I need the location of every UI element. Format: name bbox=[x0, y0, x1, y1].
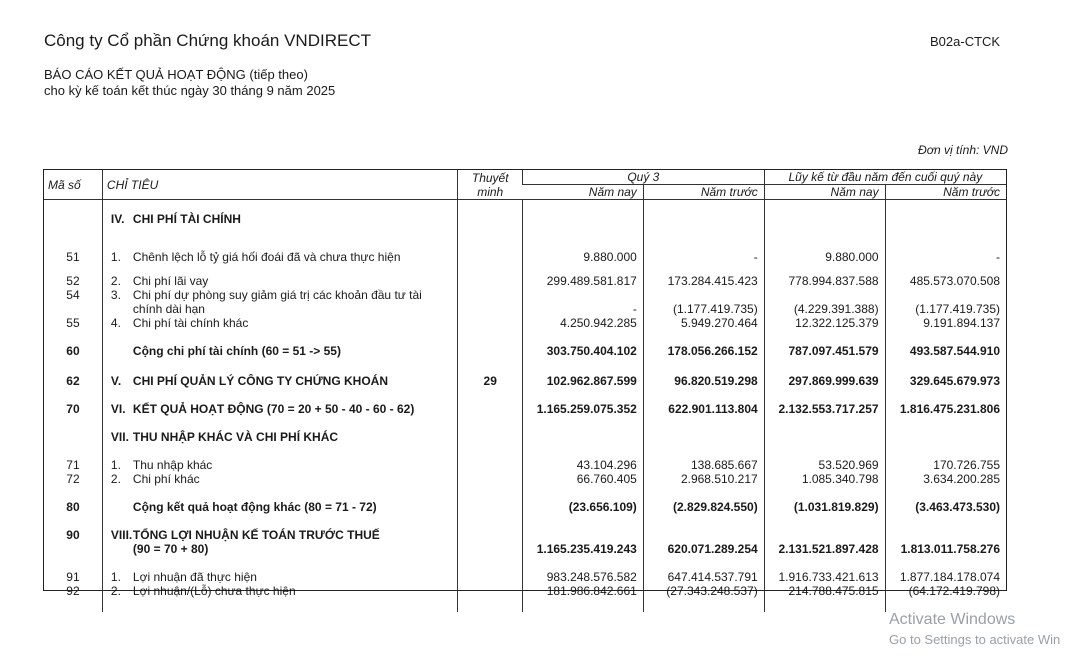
table-row bbox=[44, 514, 1006, 542]
row-label-text: Chi phí tài chính khác bbox=[132, 316, 249, 330]
row-quy3-nam-truoc: (1.177.419.735) bbox=[643, 302, 764, 316]
header-quy3-nam-nay: Năm nay bbox=[522, 185, 643, 200]
row-code: 62 bbox=[66, 374, 80, 388]
filler-cell bbox=[102, 598, 458, 612]
row-label-text: Chi phí khác bbox=[132, 472, 200, 486]
row-quy3-nam-nay: 299.489.581.817 bbox=[522, 264, 643, 288]
row-label bbox=[102, 358, 458, 388]
form-code: B02a-CTCK bbox=[930, 34, 1001, 49]
row-index: VIII. bbox=[110, 528, 133, 542]
row-label bbox=[102, 264, 458, 288]
row-note bbox=[458, 226, 522, 264]
row-label-text: chính dài hạn bbox=[132, 302, 205, 316]
currency-unit: Đơn vị tính: VND bbox=[918, 143, 1008, 157]
row-quy3-nam-nay: 303.750.404.102 bbox=[522, 330, 643, 358]
header-thuyet-minh bbox=[458, 170, 522, 200]
row-label-text: Lợi nhuận đã thực hiện bbox=[132, 570, 257, 584]
header-luyke-nam-truoc: Năm trước bbox=[885, 185, 1006, 200]
row-code: 55 bbox=[66, 316, 80, 330]
row-note bbox=[458, 556, 522, 584]
row-label bbox=[102, 416, 458, 444]
row-quy3-nam-nay: 4.250.942.285 bbox=[522, 316, 643, 330]
row-quy3-nam-truoc bbox=[643, 200, 764, 227]
income-statement-table bbox=[43, 169, 1007, 598]
row-luyke-nam-truoc: (3.463.473.530) bbox=[885, 486, 1006, 514]
row-quy3-nam-truoc: - bbox=[643, 226, 764, 264]
row-luyke-nam-nay: 9.880.000 bbox=[764, 226, 885, 264]
table-row bbox=[44, 200, 1006, 227]
row-quy3-nam-truoc: 138.685.667 bbox=[643, 444, 764, 472]
row-label bbox=[102, 288, 458, 302]
filler-cell bbox=[522, 598, 643, 612]
row-luyke-nam-truoc: 485.573.070.508 bbox=[885, 264, 1006, 288]
row-quy3-nam-nay bbox=[522, 416, 643, 444]
table-body bbox=[44, 200, 1006, 613]
header-quy3-nam-truoc: Năm trước bbox=[643, 185, 764, 200]
row-code bbox=[44, 200, 102, 227]
row-luyke-nam-nay: (4.229.391.388) bbox=[764, 302, 885, 316]
row-index: IV. bbox=[110, 212, 125, 226]
row-luyke-nam-truoc: 3.634.200.285 bbox=[885, 472, 1006, 486]
row-luyke-nam-nay: 12.322.125.379 bbox=[764, 316, 885, 330]
row-label-text: Chi phí dự phòng suy giảm giá trị các khoản đầu tư tài bbox=[132, 288, 422, 302]
row-code: 80 bbox=[66, 500, 80, 514]
row-note bbox=[458, 514, 522, 542]
row-label bbox=[102, 542, 458, 556]
row-index: 2. bbox=[110, 584, 121, 598]
row-quy3-nam-truoc: 96.820.519.298 bbox=[643, 358, 764, 388]
row-note bbox=[458, 288, 522, 302]
row-label bbox=[102, 226, 458, 264]
row-luyke-nam-nay bbox=[764, 514, 885, 542]
row-index: 2. bbox=[110, 274, 121, 288]
row-label-text: Thu nhập khác bbox=[132, 458, 213, 472]
row-note bbox=[458, 444, 522, 472]
row-quy3-nam-nay: 43.104.296 bbox=[522, 444, 643, 472]
row-label bbox=[102, 316, 458, 330]
row-quy3-nam-truoc bbox=[643, 288, 764, 302]
row-label-text: KẾT QUẢ HOẠT ĐỘNG (70 = 20 + 50 - 40 - 60 - 62) bbox=[132, 402, 415, 416]
row-code: 90 bbox=[66, 528, 80, 542]
company-name: Công ty Cổ phần Chứng khoán VNDIRECT bbox=[44, 31, 371, 50]
table-row bbox=[44, 388, 1006, 416]
row-quy3-nam-nay: 66.760.405 bbox=[522, 472, 643, 486]
table-row bbox=[44, 302, 1006, 316]
table-row bbox=[44, 444, 1006, 472]
row-quy3-nam-truoc: 620.071.289.254 bbox=[643, 542, 764, 556]
row-label-text: Lợi nhuận/(Lỗ) chưa thực hiện bbox=[132, 584, 296, 598]
row-quy3-nam-nay: 9.880.000 bbox=[522, 226, 643, 264]
row-luyke-nam-nay bbox=[764, 200, 885, 227]
row-code: 92 bbox=[66, 584, 80, 598]
row-label bbox=[102, 330, 458, 358]
row-luyke-nam-nay: 778.994.837.588 bbox=[764, 264, 885, 288]
row-luyke-nam-nay: 787.097.451.579 bbox=[764, 330, 885, 358]
row-code: 51 bbox=[66, 250, 80, 264]
watermark-title: Activate Windows bbox=[889, 611, 1016, 628]
row-note bbox=[458, 584, 522, 598]
row-luyke-nam-truoc: (64.172.419.798) bbox=[885, 584, 1006, 598]
row-note bbox=[458, 264, 522, 288]
row-luyke-nam-nay: 2.131.521.897.428 bbox=[764, 542, 885, 556]
row-luyke-nam-truoc: 9.191.894.137 bbox=[885, 316, 1006, 330]
row-luyke-nam-nay bbox=[764, 288, 885, 302]
row-code bbox=[44, 416, 102, 444]
row-code: 60 bbox=[66, 344, 80, 358]
row-luyke-nam-truoc: (1.177.419.735) bbox=[885, 302, 1006, 316]
watermark-hint: Go to Settings to activate Win bbox=[889, 632, 1061, 647]
row-quy3-nam-nay: 1.165.235.419.243 bbox=[522, 542, 643, 556]
row-quy3-nam-truoc: 178.056.266.152 bbox=[643, 330, 764, 358]
row-quy3-nam-nay: - bbox=[522, 302, 643, 316]
row-luyke-nam-truoc bbox=[885, 416, 1006, 444]
table-row bbox=[44, 556, 1006, 584]
row-label-text: Cộng chi phí tài chính (60 = 51 -> 55) bbox=[132, 344, 341, 358]
row-luyke-nam-truoc: - bbox=[885, 226, 1006, 264]
row-quy3-nam-truoc: 647.414.537.791 bbox=[643, 556, 764, 584]
row-note bbox=[458, 486, 522, 514]
row-note bbox=[458, 542, 522, 556]
row-label-text: Chênh lệch lỗ tỷ giá hối đoái đã và chưa thực hiện bbox=[132, 250, 401, 264]
row-code bbox=[44, 542, 102, 556]
filler-cell bbox=[44, 598, 102, 612]
row-index: VII. bbox=[110, 430, 129, 444]
row-label-text: CHI PHÍ QUẢN LÝ CÔNG TY CHỨNG KHOÁN bbox=[132, 374, 388, 388]
row-luyke-nam-nay: (1.031.819.829) bbox=[764, 486, 885, 514]
row-luyke-nam-nay: 297.869.999.639 bbox=[764, 358, 885, 388]
row-quy3-nam-nay: 1.165.259.075.352 bbox=[522, 388, 643, 416]
row-luyke-nam-nay bbox=[764, 416, 885, 444]
row-quy3-nam-truoc: 5.949.270.464 bbox=[643, 316, 764, 330]
header-ma-so: Mã số bbox=[44, 170, 102, 200]
row-quy3-nam-truoc: 622.901.113.804 bbox=[643, 388, 764, 416]
row-note bbox=[458, 316, 522, 330]
row-label bbox=[102, 302, 458, 316]
row-label-text: Cộng kết quả hoạt động khác (80 = 71 - 72) bbox=[132, 500, 377, 514]
row-label bbox=[102, 584, 458, 598]
row-label-text: (90 = 70 + 80) bbox=[132, 542, 209, 556]
row-luyke-nam-truoc: 170.726.755 bbox=[885, 444, 1006, 472]
row-label-text: Chi phí lãi vay bbox=[132, 274, 209, 288]
row-luyke-nam-truoc: 1.813.011.758.276 bbox=[885, 542, 1006, 556]
row-code: 72 bbox=[66, 472, 80, 486]
row-quy3-nam-nay: 983.248.576.582 bbox=[522, 556, 643, 584]
report-period: cho kỳ kế toán kết thúc ngày 30 tháng 9 năm 2025 bbox=[44, 83, 336, 98]
row-note bbox=[458, 330, 522, 358]
row-luyke-nam-nay: 1.916.733.421.613 bbox=[764, 556, 885, 584]
table-row bbox=[44, 472, 1006, 486]
table-row bbox=[44, 330, 1006, 358]
row-note: 29 bbox=[458, 358, 522, 388]
row-quy3-nam-nay: (23.656.109) bbox=[522, 486, 643, 514]
row-code: 71 bbox=[66, 458, 80, 472]
row-luyke-nam-nay: 2.132.553.717.257 bbox=[764, 388, 885, 416]
row-quy3-nam-truoc bbox=[643, 514, 764, 542]
row-code: 54 bbox=[66, 288, 80, 302]
table-row bbox=[44, 416, 1006, 444]
row-index: 2. bbox=[110, 472, 121, 486]
row-index: 1. bbox=[110, 458, 121, 472]
row-quy3-nam-truoc: (2.829.824.550) bbox=[643, 486, 764, 514]
row-label-text: TỔNG LỢI NHUẬN KẾ TOÁN TRƯỚC THUẾ bbox=[132, 528, 380, 542]
table-filler-row bbox=[44, 598, 1006, 612]
row-index: 3. bbox=[110, 288, 121, 302]
row-luyke-nam-truoc bbox=[885, 514, 1006, 542]
row-luyke-nam-nay: 1.085.340.798 bbox=[764, 472, 885, 486]
filler-cell bbox=[643, 598, 764, 612]
table-row bbox=[44, 264, 1006, 288]
row-label-text: THU NHẬP KHÁC VÀ CHI PHÍ KHÁC bbox=[132, 430, 339, 444]
row-code: 52 bbox=[66, 274, 80, 288]
activation-watermark bbox=[889, 611, 1060, 647]
row-label bbox=[102, 486, 458, 514]
table-row bbox=[44, 486, 1006, 514]
row-quy3-nam-nay: 181.986.842.661 bbox=[522, 584, 643, 598]
row-luyke-nam-truoc: 329.645.679.973 bbox=[885, 358, 1006, 388]
row-note bbox=[458, 302, 522, 316]
row-quy3-nam-nay bbox=[522, 288, 643, 302]
row-luyke-nam-nay: 53.520.969 bbox=[764, 444, 885, 472]
row-note bbox=[458, 200, 522, 227]
row-luyke-nam-truoc: 1.816.475.231.806 bbox=[885, 388, 1006, 416]
row-quy3-nam-truoc bbox=[643, 416, 764, 444]
table-row bbox=[44, 358, 1006, 388]
header-luy-ke: Lũy kế từ đầu năm đến cuối quý này bbox=[764, 170, 1006, 185]
row-index: VI. bbox=[110, 402, 126, 416]
row-index: 4. bbox=[110, 316, 121, 330]
row-index: V. bbox=[110, 374, 122, 388]
row-quy3-nam-truoc: 2.968.510.217 bbox=[643, 472, 764, 486]
row-label bbox=[102, 200, 458, 227]
row-label bbox=[102, 388, 458, 416]
row-index: 1. bbox=[110, 250, 121, 264]
filler-cell bbox=[458, 598, 522, 612]
row-quy3-nam-truoc: (27.343.248.537) bbox=[643, 584, 764, 598]
table-row bbox=[44, 288, 1006, 302]
row-quy3-nam-nay bbox=[522, 200, 643, 227]
table-row bbox=[44, 542, 1006, 556]
row-quy3-nam-truoc: 173.284.415.423 bbox=[643, 264, 764, 288]
row-code: 91 bbox=[66, 570, 80, 584]
row-luyke-nam-truoc: 493.587.544.910 bbox=[885, 330, 1006, 358]
row-luyke-nam-nay: 214.788.475.815 bbox=[764, 584, 885, 598]
table-row bbox=[44, 316, 1006, 330]
row-code: 70 bbox=[66, 402, 80, 416]
filler-cell bbox=[885, 598, 1006, 612]
row-note bbox=[458, 388, 522, 416]
row-label-text: CHI PHÍ TÀI CHÍNH bbox=[132, 212, 241, 226]
table-row bbox=[44, 226, 1006, 264]
row-quy3-nam-nay bbox=[522, 514, 643, 542]
row-note bbox=[458, 472, 522, 486]
header-chi-tieu: CHỈ TIÊU bbox=[102, 170, 458, 200]
row-label bbox=[102, 444, 458, 472]
header-quy3: Quý 3 bbox=[522, 170, 764, 185]
header-thuyet-minh-line1: Thuyết bbox=[471, 170, 509, 185]
table-row bbox=[44, 584, 1006, 598]
row-code bbox=[44, 302, 102, 316]
row-label bbox=[102, 514, 458, 542]
row-index: 1. bbox=[110, 570, 121, 584]
row-label bbox=[102, 472, 458, 486]
row-label bbox=[102, 556, 458, 584]
row-luyke-nam-truoc: 1.877.184.178.074 bbox=[885, 556, 1006, 584]
row-luyke-nam-truoc bbox=[885, 288, 1006, 302]
report-title: BÁO CÁO KẾT QUẢ HOẠT ĐỘNG (tiếp theo) bbox=[44, 67, 308, 82]
row-luyke-nam-truoc bbox=[885, 200, 1006, 227]
row-note bbox=[458, 416, 522, 444]
header-thuyet-minh-line2: minh bbox=[477, 184, 504, 199]
filler-cell bbox=[764, 598, 885, 612]
row-quy3-nam-nay: 102.962.867.599 bbox=[522, 358, 643, 388]
header-luyke-nam-nay: Năm nay bbox=[764, 185, 885, 200]
